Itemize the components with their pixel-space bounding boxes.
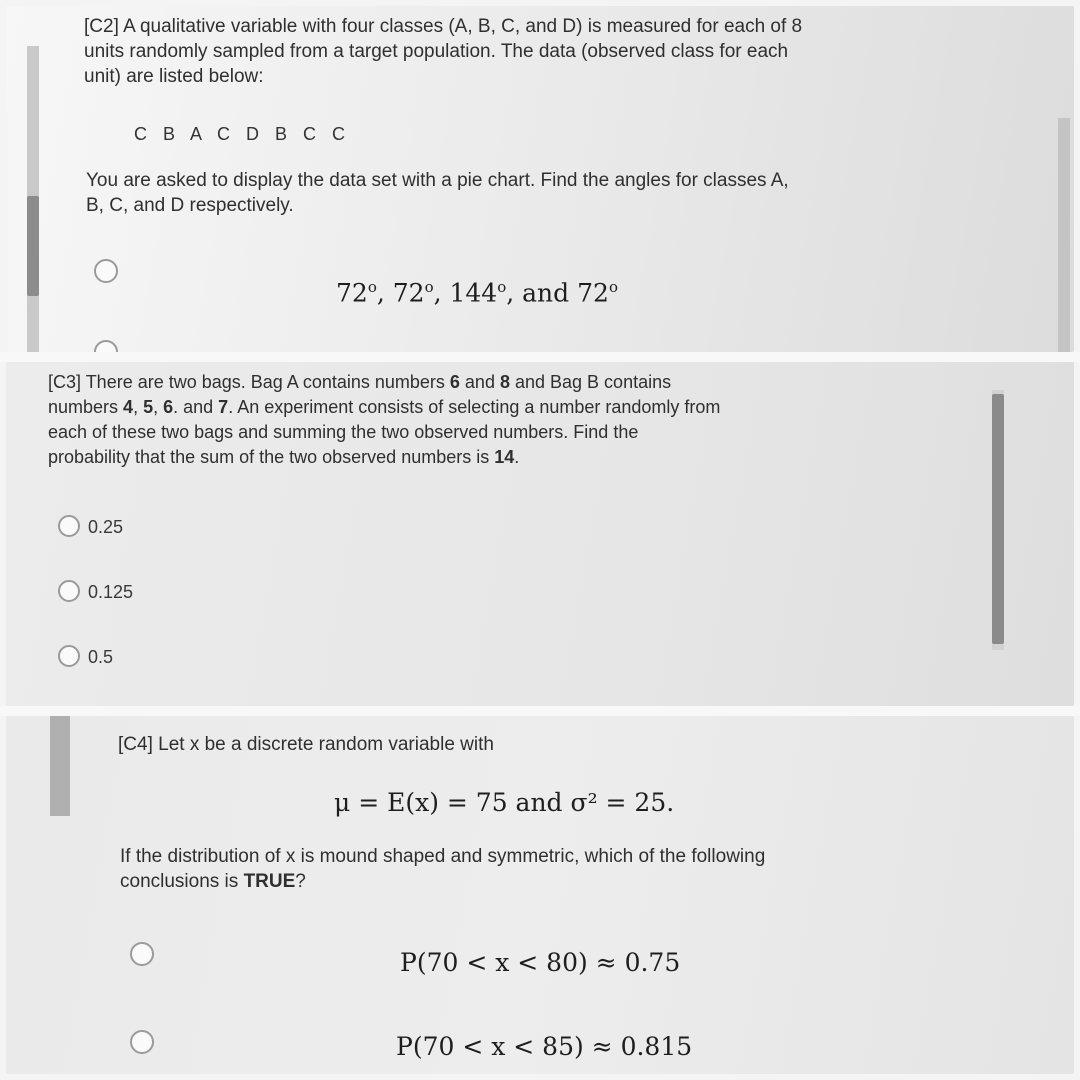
question-line: units randomly sampled from a target population. The data (observed class for each [84, 41, 789, 62]
question-line: unit) are listed below: [84, 66, 264, 87]
right-scrollbar-track[interactable] [1058, 118, 1070, 352]
option-answer-c4-1: P(70 < x < 80) ≈ 0.75 [400, 948, 681, 977]
option-label-c3-3: 0.5 [88, 647, 114, 667]
scrollbar-thumb[interactable] [27, 196, 39, 296]
option-radio-c3-3[interactable] [58, 645, 80, 667]
observed-classes: C B A C D B C C [134, 124, 347, 144]
question-panel-c3 [6, 362, 1074, 706]
scrollbar-thumb[interactable] [50, 716, 70, 816]
question-panel-c2 [6, 6, 1074, 352]
option-radio-c4-2[interactable] [130, 1030, 154, 1054]
option-radio-c4-1[interactable] [130, 942, 154, 966]
option-label-c3-1: 0.25 [88, 517, 124, 537]
question-line: numbers 4, 5, 6. and 7. An experiment consists of selecting a number randomly from [48, 397, 721, 417]
option-radio-c3-2[interactable] [58, 580, 80, 602]
question-panel-c4 [6, 716, 1074, 1074]
question-line: each of these two bags and summing the two observed numbers. Find the [48, 422, 639, 442]
question-text-c2 [84, 14, 984, 89]
option-answer-c4-2: P(70 < x < 85) ≈ 0.815 [396, 1032, 693, 1061]
option-radio-c3-1[interactable] [58, 515, 80, 537]
question-text-c3 [48, 370, 948, 470]
question-line: probability that the sum of the two observed numbers is 14. [48, 447, 520, 467]
prompt-text-c4 [120, 844, 1020, 894]
prompt-text-c2 [86, 168, 986, 218]
panel-divider [0, 706, 1080, 716]
prompt-line: conclusions is TRUE? [120, 871, 306, 892]
option-radio-c2-2[interactable] [94, 340, 118, 352]
prompt-line: If the distribution of x is mound shaped and symmetric, which of the following [120, 846, 766, 867]
formula-c4: μ = E(x) = 75 and σ² = 25. [334, 788, 675, 817]
option-answer-c2-1: 72$^o$, 72$^o$, 144$^o$, and 72$^o$ [336, 278, 618, 308]
option-radio-c2-1[interactable] [94, 259, 118, 283]
question-intro-c4: [C4] Let x be a discrete random variable with [118, 734, 494, 755]
option-label-c3-2: 0.125 [88, 582, 134, 602]
prompt-line: B, C, and D respectively. [86, 195, 294, 216]
panel-divider [0, 352, 1080, 362]
question-line: [C2] A qualitative variable with four classes (A, B, C, and D) is measured for each of 8 [84, 16, 803, 37]
scrollbar-thumb[interactable] [992, 394, 1004, 644]
question-line: [C3] There are two bags. Bag A contains numbers 6 and 8 and Bag B contains [48, 372, 672, 392]
prompt-line: You are asked to display the data set with a pie chart. Find the angles for classes A, [86, 170, 789, 191]
